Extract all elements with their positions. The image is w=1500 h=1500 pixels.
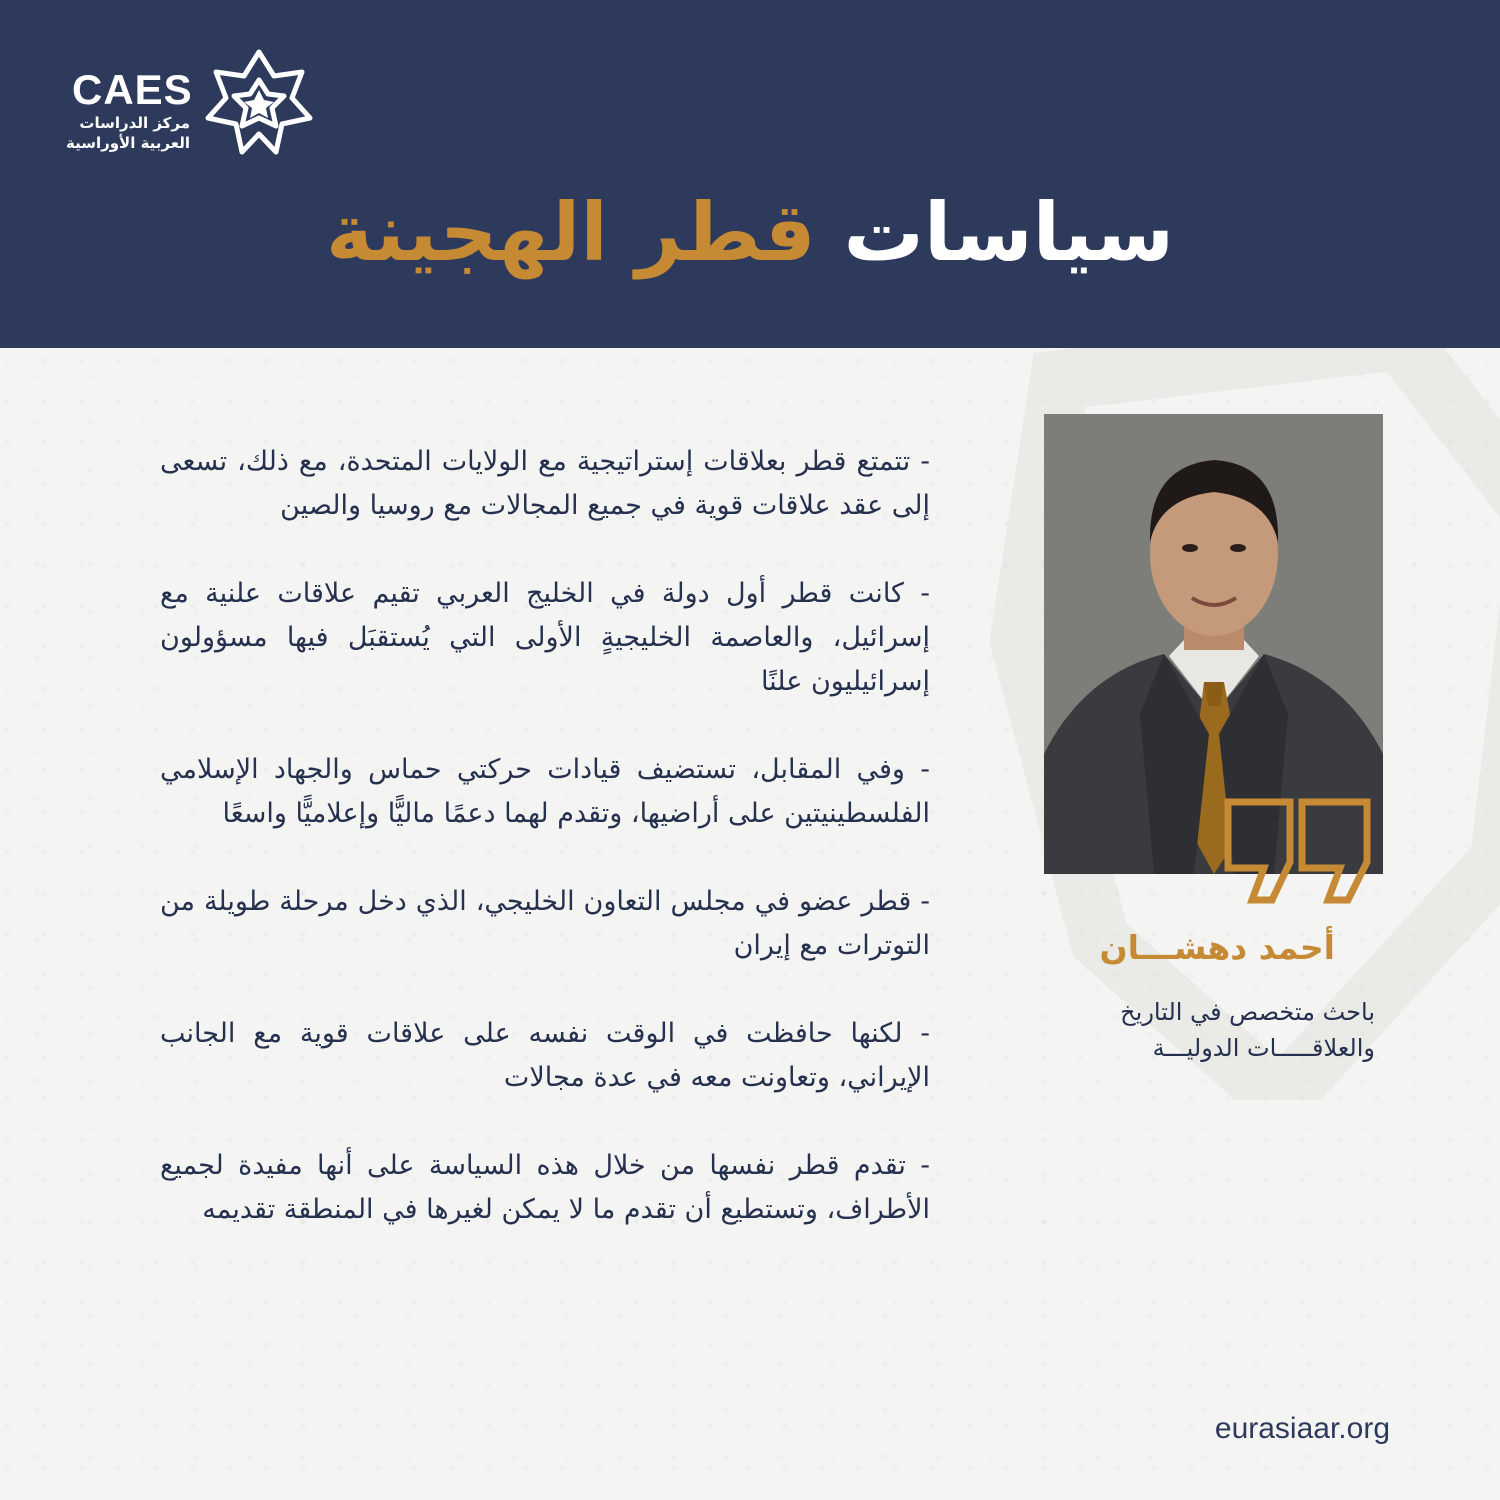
title-part-white: سياسات (843, 186, 1174, 279)
paragraph: - تتمتع قطر بعلاقات إستراتيجية مع الولايات المتحدة، مع ذلك، تسعى إلى عقد علاقات قوية في جميع المجالات مع روسيا والصين (160, 446, 930, 521)
author-title (1020, 994, 1375, 1066)
author-name: أحمد دهشـــان (1099, 928, 1335, 967)
article-body (160, 440, 930, 1276)
caes-logo[interactable] (66, 44, 326, 164)
paragraph: - قطر عضو في مجلس التعاون الخليجي، الذي دخل مرحلة طويلة من التوترات مع إيران (160, 886, 930, 961)
paragraph: - كانت قطر أول دولة في الخليج العربي تقيم علاقات علنية مع إسرائيل، والعاصمة الخليجيةٍ الأولى التي يُستقبَل فيها مسؤولون إسرائيليون علنًا (160, 578, 930, 697)
title-part-gold: قطر الهجينة (325, 186, 816, 279)
author-title-line-1: باحث متخصص في التاريخ (1120, 998, 1375, 1026)
logo-wordmark: CAES (72, 66, 193, 113)
header-banner (0, 0, 1500, 348)
logo-subtitle-line-1: مركز الدراسات (79, 114, 190, 132)
paragraph: - تقدم قطر نفسها من خلال هذه السياسة على أنها مفيدة لجميع الأطراف، وتستطيع أن تقدم ما لا يمكن لغيرها في المنطقة تقديمه (160, 1150, 930, 1225)
paragraph: - لكنها حافظت في الوقت نفسه على علاقات قوية مع الجانب الإيراني، وتعاونت معه في عدة مجالات (160, 1018, 930, 1093)
quote-icon (1222, 792, 1372, 910)
logo-subtitle-line-2: العربية الأوراسية (65, 134, 190, 152)
author-title-line-2: والعلاقـــــات الدوليـــة (1152, 1034, 1375, 1062)
star-emblem-icon (202, 46, 316, 160)
paragraph: - وفي المقابل، تستضيف قيادات حركتي حماس والجهاد الإسلامي الفلسطينيتين على أراضيها، وتقدم لهما دعمًا ماليًّا وإعلاميًّا واسعًا (160, 754, 930, 829)
website-link[interactable]: eurasiaar.org (1214, 1412, 1390, 1445)
page-title (0, 178, 1500, 288)
